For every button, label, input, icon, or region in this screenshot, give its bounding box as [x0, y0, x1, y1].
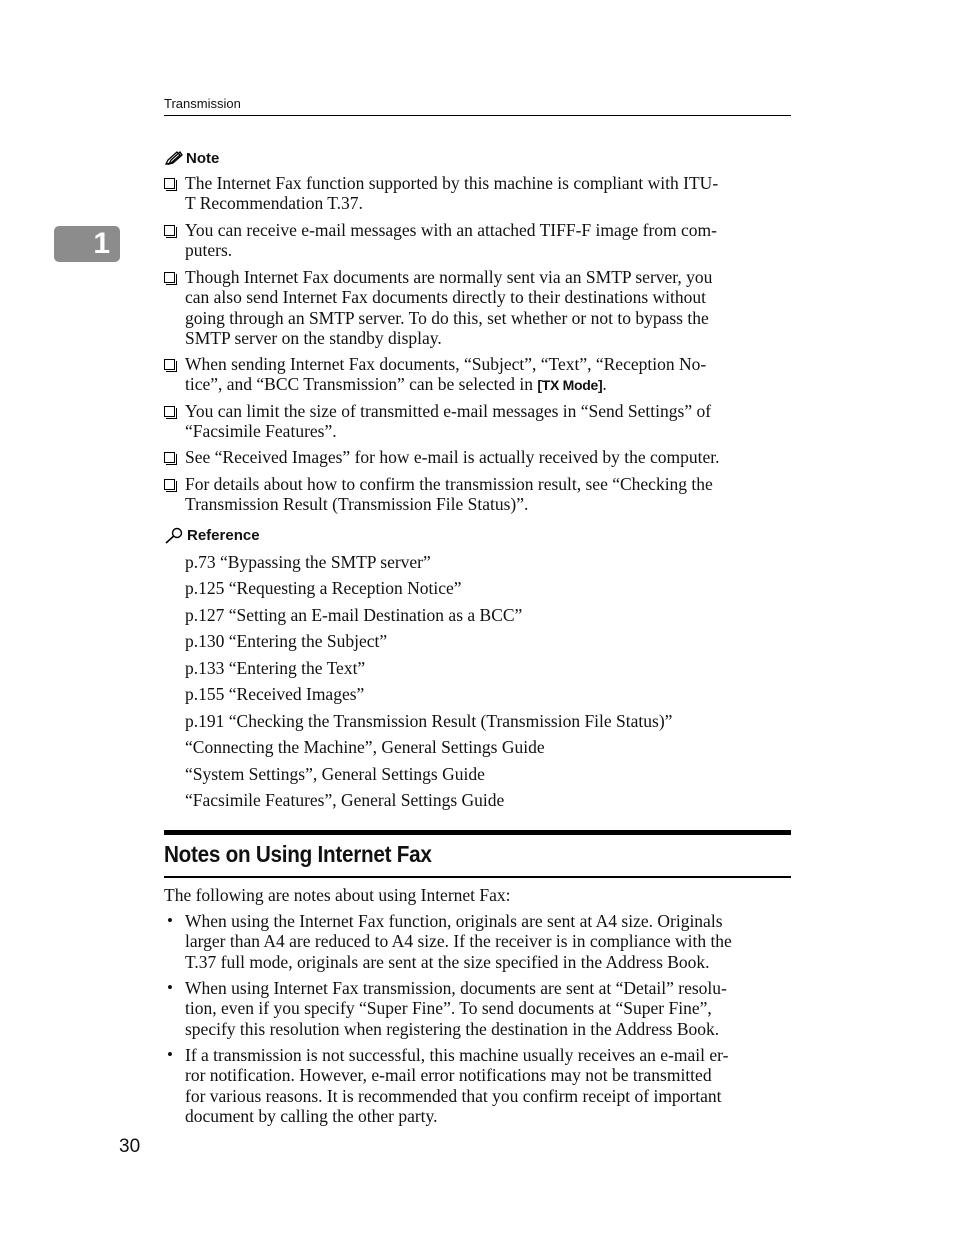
- note-item: See “Received Images” for how e-mail is actually received by the computer.: [164, 447, 791, 467]
- reference-link[interactable]: p.127 “Setting an E-mail Destination as a BCC”: [185, 605, 523, 625]
- bullet-dot-icon: •: [167, 978, 173, 997]
- note-label: Note: [186, 150, 220, 167]
- checkbox-bullet-icon: [164, 452, 175, 463]
- reference-link[interactable]: “Connecting the Machine”, General Settings Guide: [185, 737, 545, 757]
- section-bottom-rule: [164, 876, 791, 878]
- chapter-tab: 1: [54, 226, 120, 262]
- header-rule: [164, 115, 791, 116]
- checkbox-bullet-icon: [164, 178, 175, 189]
- checkbox-bullet-icon: [164, 225, 175, 236]
- reference-link[interactable]: p.133 “Entering the Text”: [185, 658, 366, 678]
- checkbox-bullet-icon: [164, 479, 175, 490]
- section-title: Notes on Using Internet Fax: [164, 841, 432, 867]
- bullet-item: • When using the Internet Fax function, originals are sent at A4 size. Originals larger than A4 are reduced to A4 size. If the receiver is in compliance with the T.37 full mode, originals are sent at the size specified in the Address Book.: [164, 911, 791, 972]
- note-item: When sending Internet Fax documents, “Subject”, “Text”, “Reception No- tice”, and “BCC Transmission” can be selected in [TX Mode].: [164, 354, 791, 396]
- reference-link[interactable]: “Facsimile Features”, General Settings Guide: [185, 790, 505, 810]
- checkbox-bullet-icon: [164, 406, 175, 417]
- section-top-bar: [164, 830, 791, 835]
- note-item: The Internet Fax function supported by this machine is compliant with ITU- T Recommendation T.37.: [164, 173, 791, 214]
- reference-link[interactable]: p.73 “Bypassing the SMTP server”: [185, 552, 431, 572]
- tx-mode-key: [TX Mode]: [537, 377, 603, 394]
- note-item: Though Internet Fax documents are normally sent via an SMTP server, you can also send Internet Fax documents directly to their destinations without going through an SMTP server. To do this, set whether or not to bypass the SMTP server on the standby display.: [164, 267, 791, 348]
- note-item: For details about how to confirm the transmission result, see “Checking the Transmission Result (Transmission File Status)”.: [164, 474, 791, 515]
- reference-label: Reference: [187, 527, 260, 544]
- magnifier-icon: [164, 527, 184, 544]
- bullet-dot-icon: •: [167, 911, 173, 930]
- checkbox-bullet-icon: [164, 359, 175, 370]
- note-item: You can receive e-mail messages with an attached TIFF-F image from com- puters.: [164, 220, 791, 261]
- bullet-item: • When using Internet Fax transmission, documents are sent at “Detail” resolu- tion, even if you specify “Super Fine”. To send documents at “Super Fine”, specify this resolution when registering the destination in the Address Book.: [164, 978, 791, 1039]
- page-number: 30: [119, 1136, 141, 1157]
- bullet-dot-icon: •: [167, 1045, 173, 1064]
- note-heading: [164, 150, 219, 167]
- bullet-item: • If a transmission is not successful, this machine usually receives an e-mail er- ror notification. However, e-mail error notifications may not be transmitted for various reasons. It is recommended that you confirm receipt of important document by calling the other party.: [164, 1045, 791, 1126]
- section-intro: The following are notes about using Internet Fax:: [164, 885, 511, 905]
- checkbox-bullet-icon: [164, 272, 175, 283]
- reference-link[interactable]: “System Settings”, General Settings Guide: [185, 764, 485, 784]
- note-item: You can limit the size of transmitted e-mail messages in “Send Settings” of “Facsimile Features”.: [164, 401, 791, 442]
- pencil-icon: [164, 151, 183, 166]
- reference-link[interactable]: p.191 “Checking the Transmission Result (Transmission File Status)”: [185, 711, 673, 731]
- reference-link[interactable]: p.125 “Requesting a Reception Notice”: [185, 578, 462, 598]
- running-header: Transmission: [164, 96, 241, 111]
- reference-heading: [164, 527, 260, 544]
- reference-link[interactable]: p.130 “Entering the Subject”: [185, 631, 388, 651]
- reference-link[interactable]: p.155 “Received Images”: [185, 684, 365, 704]
